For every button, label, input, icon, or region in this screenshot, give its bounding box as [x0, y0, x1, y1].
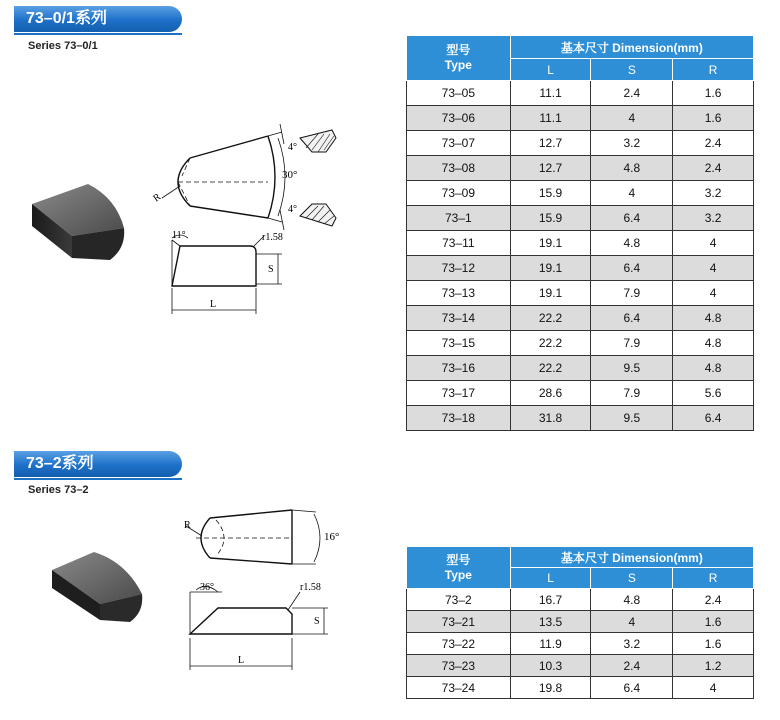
- cell-s: 6.4: [591, 306, 673, 331]
- section2-l-label: L: [238, 655, 245, 666]
- type-header-cn: 型号: [446, 43, 471, 57]
- section1-radius-label: R: [151, 191, 164, 205]
- cell-l: 15.9: [510, 181, 591, 206]
- cell-s: 3.2: [591, 633, 673, 655]
- cell-s: 7.9: [591, 381, 673, 406]
- table-row: [407, 356, 754, 381]
- cell-s: 4: [591, 106, 673, 131]
- cell-r: 3.2: [673, 206, 754, 231]
- section1-spec-table: [406, 35, 754, 431]
- table-row: [407, 206, 754, 231]
- cell-l: 22.2: [510, 331, 591, 356]
- section2-title-banner: [14, 451, 182, 477]
- cell-type: 73–14: [407, 306, 511, 331]
- section1-edge-detail-top: [296, 126, 346, 158]
- cell-r: 4.8: [673, 331, 754, 356]
- cell-r: 4.8: [673, 356, 754, 381]
- cell-r: 2.4: [673, 156, 754, 181]
- cell-type: 73–23: [407, 655, 511, 677]
- cell-type: 73–08: [407, 156, 511, 181]
- table-row: [407, 256, 754, 281]
- table-row: [407, 306, 754, 331]
- cell-type: 73–1: [407, 206, 511, 231]
- type-header-en: Type: [444, 58, 472, 72]
- cell-s: 6.4: [591, 677, 673, 699]
- cell-s: 7.9: [591, 331, 673, 356]
- col-r-header: R: [673, 568, 754, 589]
- col-s-header: S: [591, 568, 673, 589]
- cell-r: 1.6: [673, 81, 754, 106]
- cell-l: 11.1: [510, 106, 591, 131]
- cell-type: 73–18: [407, 406, 511, 431]
- table-row: [407, 106, 754, 131]
- table-row: [407, 633, 754, 655]
- section1-angle-top-label: 4°: [288, 142, 297, 153]
- table-row: [407, 181, 754, 206]
- type-header: [407, 547, 511, 589]
- section2-spec-table: [406, 546, 754, 699]
- cell-l: 11.1: [510, 81, 591, 106]
- cell-r: 4: [673, 281, 754, 306]
- cell-s: 4.8: [591, 589, 673, 611]
- cell-s: 4: [591, 181, 673, 206]
- cell-l: 12.7: [510, 131, 591, 156]
- section1-corner-label: r1.58: [262, 232, 283, 243]
- table-row: [407, 81, 754, 106]
- section1-edge-detail-bottom: [296, 196, 346, 230]
- table-row: [407, 231, 754, 256]
- cell-s: 9.5: [591, 406, 673, 431]
- section1-s-label: S: [268, 264, 274, 275]
- cell-type: 73–13: [407, 281, 511, 306]
- section1-side-view-diagram: [150, 228, 310, 320]
- section2-side-view-diagram: [176, 578, 346, 672]
- cell-r: 6.4: [673, 406, 754, 431]
- cell-s: 4.8: [591, 156, 673, 181]
- cell-s: 4.8: [591, 231, 673, 256]
- col-r-header: R: [673, 59, 754, 81]
- section2-s-label: S: [314, 616, 320, 627]
- cell-type: 73–11: [407, 231, 511, 256]
- table-row: [407, 589, 754, 611]
- cell-type: 73–07: [407, 131, 511, 156]
- cell-l: 22.2: [510, 306, 591, 331]
- section1-l-label: L: [210, 299, 217, 310]
- cell-r: 1.2: [673, 655, 754, 677]
- section1-side-angle-label: 11°: [172, 230, 186, 241]
- cell-r: 1.6: [673, 106, 754, 131]
- cell-l: 19.1: [510, 256, 591, 281]
- cell-s: 2.4: [591, 655, 673, 677]
- section1-angle-mid-label: 30°: [282, 169, 298, 181]
- col-s-header: S: [591, 59, 673, 81]
- section2-banner-underline: [14, 478, 182, 480]
- cell-l: 22.2: [510, 356, 591, 381]
- table-row: [407, 655, 754, 677]
- section2-top-view-diagram: [176, 500, 356, 570]
- table-row: [407, 331, 754, 356]
- table-row: [407, 131, 754, 156]
- section1-title-banner: [14, 6, 182, 32]
- dimension-header: 基本尺寸 Dimension(mm): [510, 36, 753, 59]
- cell-s: 9.5: [591, 356, 673, 381]
- cell-r: 3.2: [673, 181, 754, 206]
- cell-type: 73–2: [407, 589, 511, 611]
- cell-s: 6.4: [591, 206, 673, 231]
- table-row: [407, 677, 754, 699]
- cell-r: 1.6: [673, 633, 754, 655]
- cell-l: 31.8: [510, 406, 591, 431]
- cell-r: 5.6: [673, 381, 754, 406]
- type-header-cn: 型号: [446, 552, 471, 567]
- type-header-en: Type: [444, 567, 472, 582]
- cell-type: 73–16: [407, 356, 511, 381]
- type-header: [407, 36, 511, 81]
- section2-side-angle-label: 36°: [200, 582, 214, 593]
- cell-s: 3.2: [591, 131, 673, 156]
- cell-l: 12.7: [510, 156, 591, 181]
- cell-s: 4: [591, 611, 673, 633]
- section2-title: 73–2系列: [26, 455, 94, 472]
- dimension-header: 基本尺寸 Dimension(mm): [510, 547, 753, 568]
- cell-s: 6.4: [591, 256, 673, 281]
- cell-r: 1.6: [673, 611, 754, 633]
- cell-type: 73–12: [407, 256, 511, 281]
- cell-s: 7.9: [591, 281, 673, 306]
- cell-s: 2.4: [591, 81, 673, 106]
- cell-l: 13.5: [510, 611, 591, 633]
- cell-type: 73–24: [407, 677, 511, 699]
- cell-l: 15.9: [510, 206, 591, 231]
- section1-banner-underline: [14, 33, 182, 35]
- cell-l: 11.9: [510, 633, 591, 655]
- cell-l: 28.6: [510, 381, 591, 406]
- section2-subtitle: Series 73–2: [28, 484, 89, 496]
- section1-title: 73–0/1系列: [26, 10, 107, 27]
- cell-l: 19.8: [510, 677, 591, 699]
- cell-l: 19.1: [510, 231, 591, 256]
- cell-type: 73–06: [407, 106, 511, 131]
- cell-l: 19.1: [510, 281, 591, 306]
- section2-corner-label: r1.58: [300, 582, 321, 593]
- table-row: [407, 381, 754, 406]
- cell-type: 73–22: [407, 633, 511, 655]
- cell-type: 73–17: [407, 381, 511, 406]
- table-row: [407, 611, 754, 633]
- cell-r: 4: [673, 677, 754, 699]
- cell-l: 10.3: [510, 655, 591, 677]
- col-l-header: L: [510, 568, 591, 589]
- cell-type: 73–15: [407, 331, 511, 356]
- section2-insert-image: [50, 548, 150, 628]
- cell-r: 2.4: [673, 131, 754, 156]
- table-row: [407, 406, 754, 431]
- cell-r: 2.4: [673, 589, 754, 611]
- cell-l: 16.7: [510, 589, 591, 611]
- cell-type: 73–09: [407, 181, 511, 206]
- section2-angle-mid-label: 16°: [324, 531, 340, 543]
- section1-angle-bottom-label: 4°: [288, 204, 297, 215]
- table-row: [407, 281, 754, 306]
- col-l-header: L: [510, 59, 591, 81]
- section1-subtitle: Series 73–0/1: [28, 40, 98, 52]
- section1-insert-image: [28, 178, 132, 264]
- cell-type: 73–21: [407, 611, 511, 633]
- table-row: [407, 156, 754, 181]
- cell-r: 4.8: [673, 306, 754, 331]
- cell-r: 4: [673, 231, 754, 256]
- section2-radius-label: R: [184, 520, 191, 531]
- cell-type: 73–05: [407, 81, 511, 106]
- cell-r: 4: [673, 256, 754, 281]
